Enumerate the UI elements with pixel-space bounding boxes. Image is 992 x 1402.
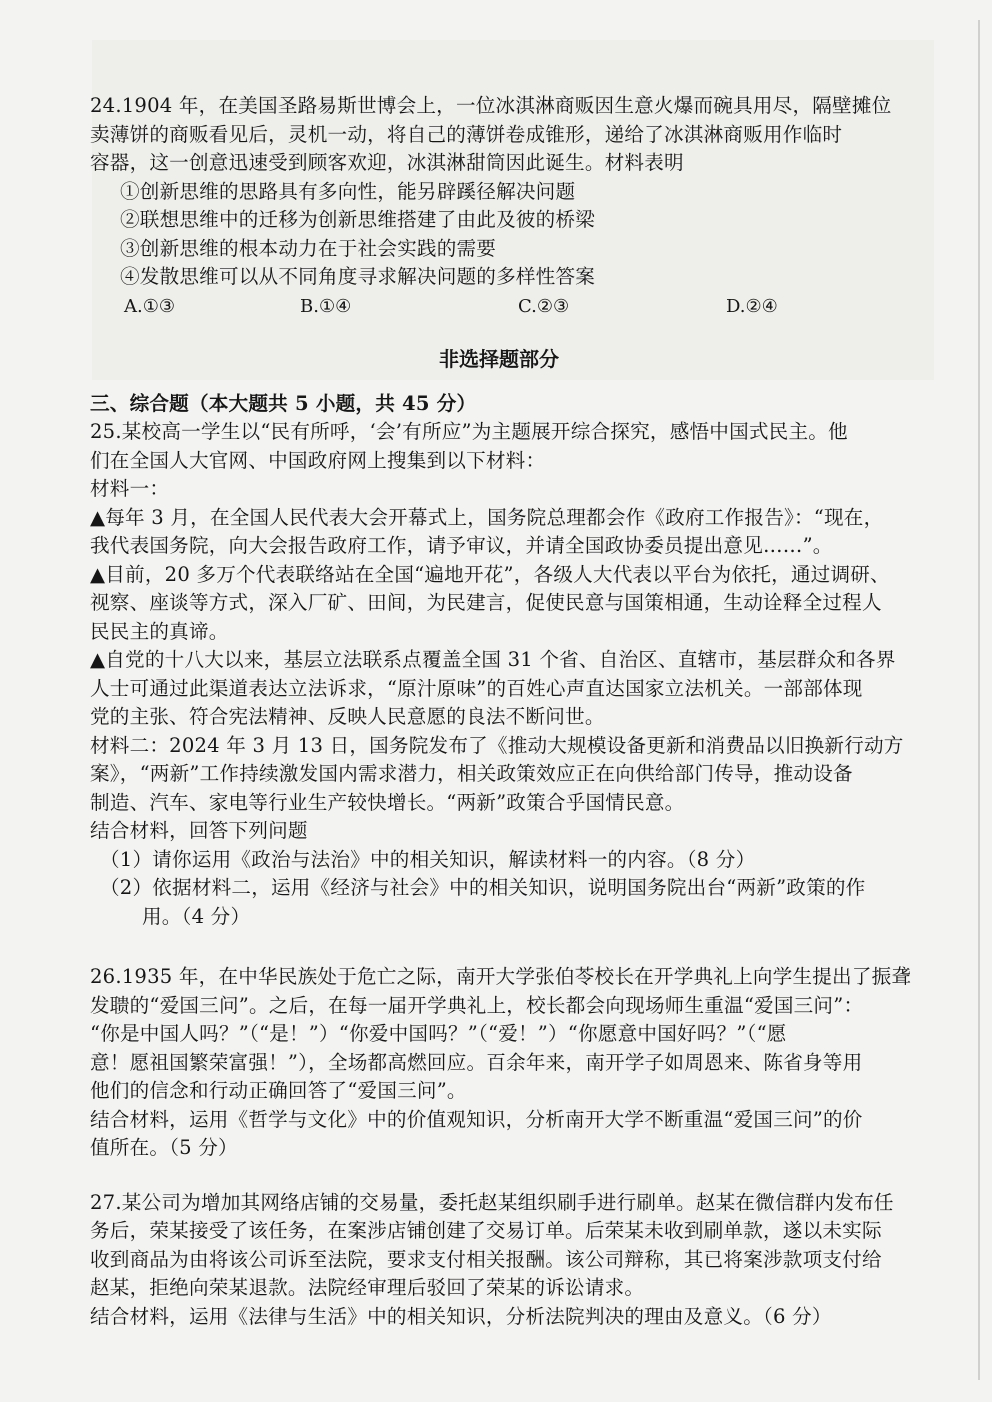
q26-line: 发聩的“爱国三问”。之后，在每一届开学典礼上，校长都会向现场师生重温“爱国三问”： [90, 993, 864, 1017]
q26-line: 26.1935 年，在中华民族处于危亡之际，南开大学张伯苓校长在开学典礼上向学生提出了振聋 [90, 965, 912, 988]
q24-line: 容器，这一创意迅速受到顾客欢迎，冰淇淋甜筒因此诞生。材料表明 [90, 151, 684, 174]
material-1-line: 人士可通过此渠道表达立法诉求，“原汁原味”的百姓心声直达国家立法机关。一部部体现 [90, 676, 863, 700]
q25-sub-question-2: （2）依据材料二，运用《经济与社会》中的相关知识，说明国务院出台“两新”政策的作 [100, 876, 866, 899]
q27-line: 27.某公司为增加其网络店铺的交易量，委托赵某组织刷手进行刷单。赵某在微信群内发布任 [90, 1190, 894, 1214]
q24-option-3: ③创新思维的根本动力在于社会实践的需要 [120, 236, 497, 260]
q26-line: “你是中国人吗？”（“是！”）“你爱中国吗？”（“爱！”）“你愿意中国好吗？”（“愿 [90, 1022, 787, 1045]
material-1-line: 党的主张、符合宪法精神、反映人民意愿的良法不断问世。 [90, 705, 605, 728]
material-2-line: 案》，“两新”工作持续激发国内需求潜力，相关政策效应正在向供给部门传导，推动设备 [90, 762, 853, 785]
q25-intro-line: 们在全国人大官网、中国政府网上搜集到以下材料： [90, 448, 546, 472]
material-1-line: 我代表国务院，向大会报告政府工作，请予审议，并请全国政协委员提出意见……”。 [90, 534, 833, 557]
q24-line: 24.1904 年，在美国圣路易斯世博会上，一位冰淇淋商贩因生意火爆而碗具用尽，隔壁摊位 [90, 94, 892, 117]
section-title: 非选择题部分 [439, 346, 559, 371]
q24-option-4: ④发散思维可以从不同角度寻求解决问题的多样性答案 [120, 265, 596, 288]
q25-prompt: 结合材料，回答下列问题 [90, 819, 308, 842]
choice-d: D.②④ [726, 295, 778, 317]
q25-intro-line: 25.某校高一学生以“民有所呼，‘会’有所应”为主题展开综合探究，感悟中国式民主。他 [90, 420, 848, 443]
q26-line: 意！愿祖国繁荣富强！”），全场都高燃回应。百余年来，南开学子如周恩来、陈省身等用 [90, 1050, 863, 1074]
q24-option-1: ①创新思维的思路具有多向性，能另辟蹊径解决问题 [120, 179, 576, 203]
q25-sub-question-1: （1）请你运用《政治与法治》中的相关知识，解读材料一的内容。（8 分） [100, 847, 756, 871]
choice-b: B.①④ [300, 295, 352, 317]
material-2-line: 材料二：2024 年 3 月 13 日，国务院发布了《推动大规模设备更新和消费品以旧换新行动方 [90, 733, 904, 757]
q27-line: 结合材料，运用《法律与生活》中的相关知识，分析法院判决的理由及意义。（6 分） [90, 1304, 832, 1328]
q24-choices [90, 292, 908, 322]
question-25 [90, 418, 908, 931]
question-26 [90, 963, 912, 1163]
answer-space [90, 931, 908, 963]
material-1-line: ▲自党的十八大以来，基层立法联系点覆盖全国 31 个省、自治区、直辖市，基层群众和各界 [90, 648, 896, 671]
part3-heading: 三、综合题（本大题共 5 小题，共 45 分） [90, 391, 477, 415]
q25-sub-question-2-cont: 用。（4 分） [142, 904, 251, 928]
q26-line: 值所在。（5 分） [90, 1136, 238, 1159]
material-1-line: ▲目前，20 多万个代表联络站在全国“遍地开花”，各级人大代表以平台为依托，通过调研、 [90, 562, 890, 586]
page-content [90, 92, 912, 1331]
q24-option-2: ②联想思维中的迁移为创新思维搭建了由此及彼的桥梁 [120, 208, 596, 231]
q27-line: 收到商品为由将该公司诉至法院，要求支付相关报酬。该公司辩称，其已将案涉款项支付给 [90, 1247, 882, 1271]
choice-c: C.②③ [518, 295, 570, 317]
material-1-line: 民民主的真谛。 [90, 619, 229, 643]
q26-line: 结合材料，运用《哲学与文化》中的价值观知识，分析南开大学不断重温“爱国三问”的价 [90, 1107, 863, 1131]
q26-line: 他们的信念和行动正确回答了“爱国三问”。 [90, 1079, 467, 1102]
question-24 [90, 92, 908, 322]
material-2-line: 制造、汽车、家电等行业生产较快增长。“两新”政策合乎国情民意。 [90, 790, 685, 814]
choice-a: A.①③ [124, 295, 175, 317]
material-1-line: 视察、座谈等方式，深入厂矿、田间，为民建言，促使民意与国策相通，生动诠释全过程人 [90, 591, 882, 614]
question-27 [90, 1189, 908, 1332]
q24-line: 卖薄饼的商贩看见后，灵机一动，将自己的薄饼卷成锥形，递给了冰淇淋商贩用作临时 [90, 122, 843, 146]
scan-edge [978, 20, 980, 1380]
q27-line: 赵某，拒绝向荣某退款。法院经审理后驳回了荣某的诉讼请求。 [90, 1276, 645, 1299]
q27-line: 务后，荣某接受了该任务，在案涉店铺创建了交易订单。后荣某未收到刷单款，遂以未实际 [90, 1219, 882, 1242]
answer-space [90, 1163, 908, 1189]
material-1-label: 材料一： [90, 477, 170, 500]
material-1-line: ▲每年 3 月，在全国人民代表大会开幕式上，国务院总理都会作《政府工作报告》：“现在， [90, 505, 884, 529]
